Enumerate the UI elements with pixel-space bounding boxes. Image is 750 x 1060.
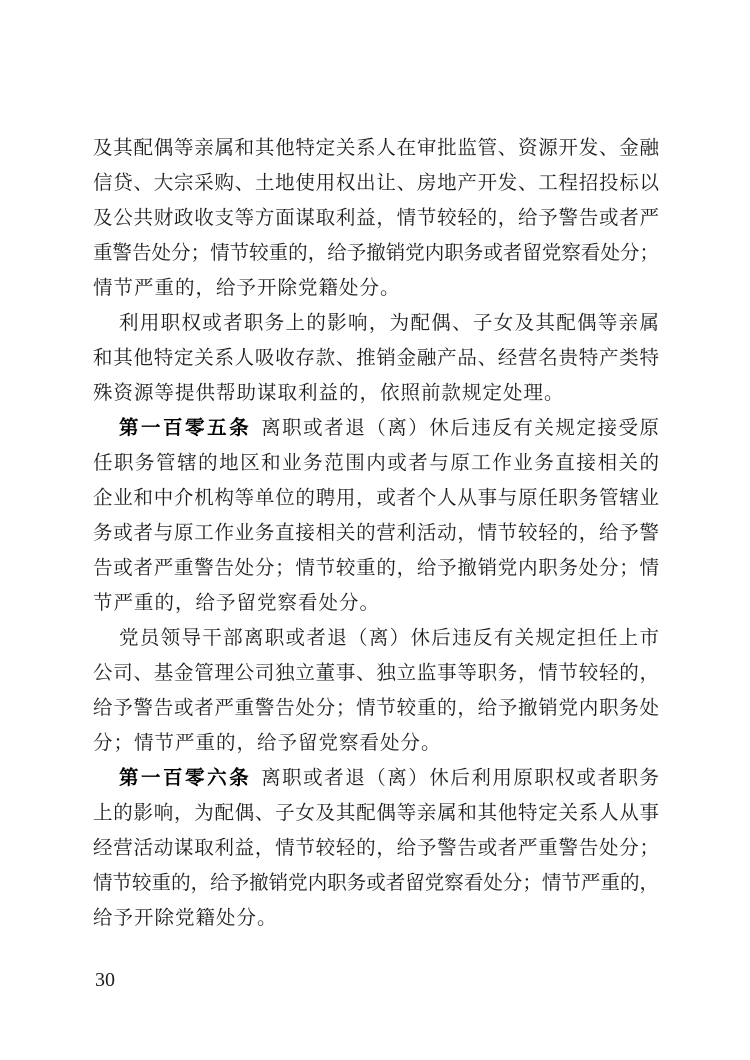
document-text-block	[93, 131, 659, 936]
text-line: 利用职权或者职务上的影响，为配偶、子女及其配偶等亲属	[119, 313, 659, 334]
text-line: 分；情节严重的，给予留党察看处分。	[93, 733, 442, 754]
text-line: 及其配偶等亲属和其他特定关系人在审批监管、资源开发、金融	[93, 138, 659, 159]
text-line: 及公共财政收支等方面谋取利益，情节较轻的，给予警告或者严	[93, 208, 659, 229]
text-line: 上的影响，为配偶、子女及其配偶等亲属和其他特定关系人从事	[93, 803, 659, 824]
text-line: 企业和中介机构等单位的聘用，或者个人从事与原任职务管辖业	[93, 488, 659, 509]
paragraph	[93, 621, 659, 761]
text-line: 党员领导干部离职或者退（离）休后违反有关规定担任上市	[119, 628, 659, 649]
text-line	[93, 761, 659, 796]
text-line: 务或者与原工作业务直接相关的营利活动，情节较轻的，给予警	[93, 523, 659, 544]
page-number: 30	[95, 969, 115, 991]
text-line: 经营活动谋取利益，情节较轻的，给予警告或者严重警告处分；	[93, 838, 659, 859]
article-number: 第一百零六条	[119, 768, 252, 789]
article-number: 第一百零五条	[119, 418, 252, 439]
text-line: 给予开除党籍处分。	[93, 908, 278, 929]
paragraph	[93, 306, 659, 411]
article-first-line-text: 离职或者退（离）休后违反有关规定接受原	[261, 418, 659, 439]
text-line: 给予警告或者严重警告处分；情节较重的，给予撤销党内职务处	[93, 698, 659, 719]
text-line: 信贷、大宗采购、土地使用权出让、房地产开发、工程招投标以	[93, 173, 659, 194]
text-line: 公司、基金管理公司独立董事、独立监事等职务，情节较轻的，	[93, 663, 659, 684]
text-line: 节严重的，给予留党察看处分。	[93, 593, 381, 614]
text-line: 殊资源等提供帮助谋取利益的，依照前款规定处理。	[93, 383, 565, 404]
text-line: 重警告处分；情节较重的，给予撤销党内职务或者留党察看处分；	[93, 243, 659, 264]
paragraph	[93, 761, 659, 936]
text-line	[93, 411, 659, 446]
text-line: 任职务管辖的地区和业务范围内或者与原工作业务直接相关的	[93, 453, 659, 474]
paragraph	[93, 131, 659, 306]
text-line: 情节严重的，给予开除党籍处分。	[93, 278, 401, 299]
text-line: 告或者严重警告处分；情节较重的，给予撤销党内职务处分；情	[93, 558, 659, 579]
article-first-line-text: 离职或者退（离）休后利用原职权或者职务	[261, 768, 659, 789]
text-line: 和其他特定关系人吸收存款、推销金融产品、经营名贵特产类特	[93, 348, 659, 369]
paragraph	[93, 411, 659, 621]
text-line: 情节较重的，给予撤销党内职务或者留党察看处分；情节严重的，	[93, 873, 659, 894]
